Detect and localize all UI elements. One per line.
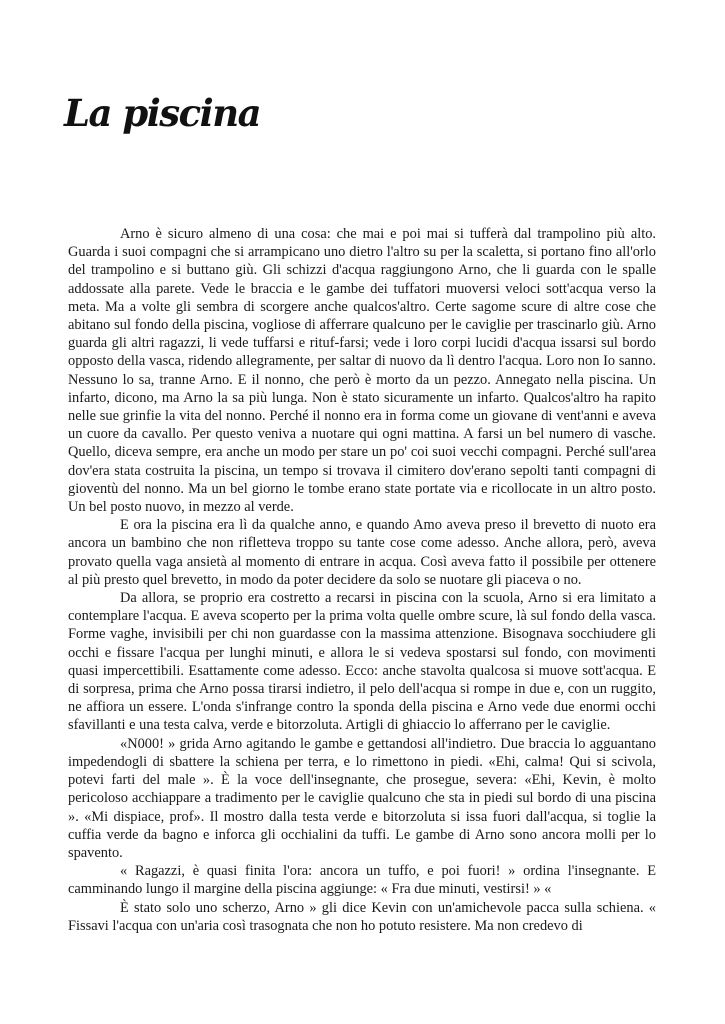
paragraph: « Ragazzi, è quasi finita l'ora: ancora un tuffo, e poi fuori! » ordina l'insegnante. E camminando lungo il margine della piscina aggiunge: « Fra due minuti, vestirsi! » « <box>68 863 656 898</box>
story-body <box>68 225 656 935</box>
paragraph: E ora la piscina era lì da qualche anno, e quando Amo aveva preso il brevetto di nuoto era ancora un bambino che non rifletteva troppo su tante cose come adesso. Anche allora, però, aveva provato quella vaga ansietà al momento di entrare in acqua. Così aveva fatto il possibile per ottenere al più presto quel brevetto, in modo da poter decidere da solo se nuotare gli piaceva o no. <box>68 517 656 588</box>
page-title: La piscina <box>64 91 261 135</box>
paragraph: «N000! » grida Arno agitando le gambe e gettandosi all'indietro. Due braccia lo agguantano impedendogli di sbattere la schiena per terra, e lo rimettono in piedi. «Ehi, calma! Qui si scivola, potevi farti del male ». È la voce dell'insegnante, che prosegue, severa: «Ehi, Kevin, è molto pericoloso acchiappare a tradimento per le caviglie qualcuno che sta in piedi sul bordo di una piscina ». «Mi dispiace, prof». Il mostro dalla testa verde e bitorzoluta si issa fuori dall'acqua, si toglie la cuffia verde da bagno e inforca gli occhialini da tuffi. Le gambe di Arno sono ancora molli per lo spavento. <box>68 735 656 861</box>
paragraph: Da allora, se proprio era costretto a recarsi in piscina con la scuola, Arno si era limitato a contemplare l'acqua. E aveva scoperto per la prima volta quelle ombre scure, là sul fondo della vasca. Forme vaghe, invisibili per chi non guardasse con la massima attenzione. Bisognava socchiudere gli occhi e fissare l'acqua per lunghi minuti, e allora le si vedeva spostarsi sul fondo, con movimenti quasi impercettibili. Esattamente come adesso. Ecco: anche stavolta qualcosa si muove sott'acqua. E di sorpresa, prima che Arno possa tirarsi indietro, il pelo dell'acqua si rompe in due e, con un ruggito, ne affiora un essere. L'onda s'infrange contro la sponda della piscina e Arno vede due enormi occhi sfavillanti e una testa calva, verde e bitorzoluta. Artigli di ghiaccio lo afferrano per le caviglie. <box>68 590 656 734</box>
paragraph: Arno è sicuro almeno di una cosa: che mai e poi mai si tufferà dal trampolino più alto. Guarda i suoi compagni che si arrampicano uno dietro l'altro su per la scaletta, si portano fino all'orlo del trampolino e si buttano giù. Gli schizzi d'acqua raggiungono Arno, che li guarda con le spalle addossate alla parete. Vede le braccia e le gambe dei tuffatori muoversi veloci sott'acqua verso la meta. Ma a volte gli sembra di scorgere anche qualcos'altro. Certe sagome scure di altre cose che abitano sul fondo della piscina, vogliose di afferrare qualcuno per le caviglie per trascinarlo giù. Arno guarda gli altri ragazzi, li vede tuffarsi e rituf-farsi; vede i loro corpi lucidi d'acqua issarsi sul bordo opposto della vasca, ridendo allegramente, per saltar di nuovo da lì dentro l'acqua. Loro non Io sanno. Nessuno lo sa, tranne Arno. E il nonno, che però è morto da un pezzo. Annegato nella piscina. Un infarto, dicono, ma Arno la sa più lunga. Non è stato sicuramente un infarto. Qualcos'altro ha rapito nelle sue grinfie la vita del nonno. Perché il nonno era in forma come un giovane di vent'anni e aveva un cuore da cavallo. Per questo veniva a nuotare qui ogni mattina. A farsi un bel numero di vasche. Quello, diceva sempre, era anche un modo per stare un po' coi suoi vecchi compagni. Perché sull'area dov'era stata costruita la piscina, un tempo si trovava il cimitero dov'erano sepolti tanti compagni di gioventù del nonno. Ma un bel giorno le tombe erano state portate via e ricollocate in un altro posto. Un bel posto nuovo, in mezzo al verde. <box>68 226 656 516</box>
paragraph: È stato solo uno scherzo, Arno » gli dice Kevin con un'amichevole pacca sulla schiena. « Fissavi l'acqua con un'aria così trasognata che non ho potuto resistere. Ma non credevo di <box>68 899 656 934</box>
